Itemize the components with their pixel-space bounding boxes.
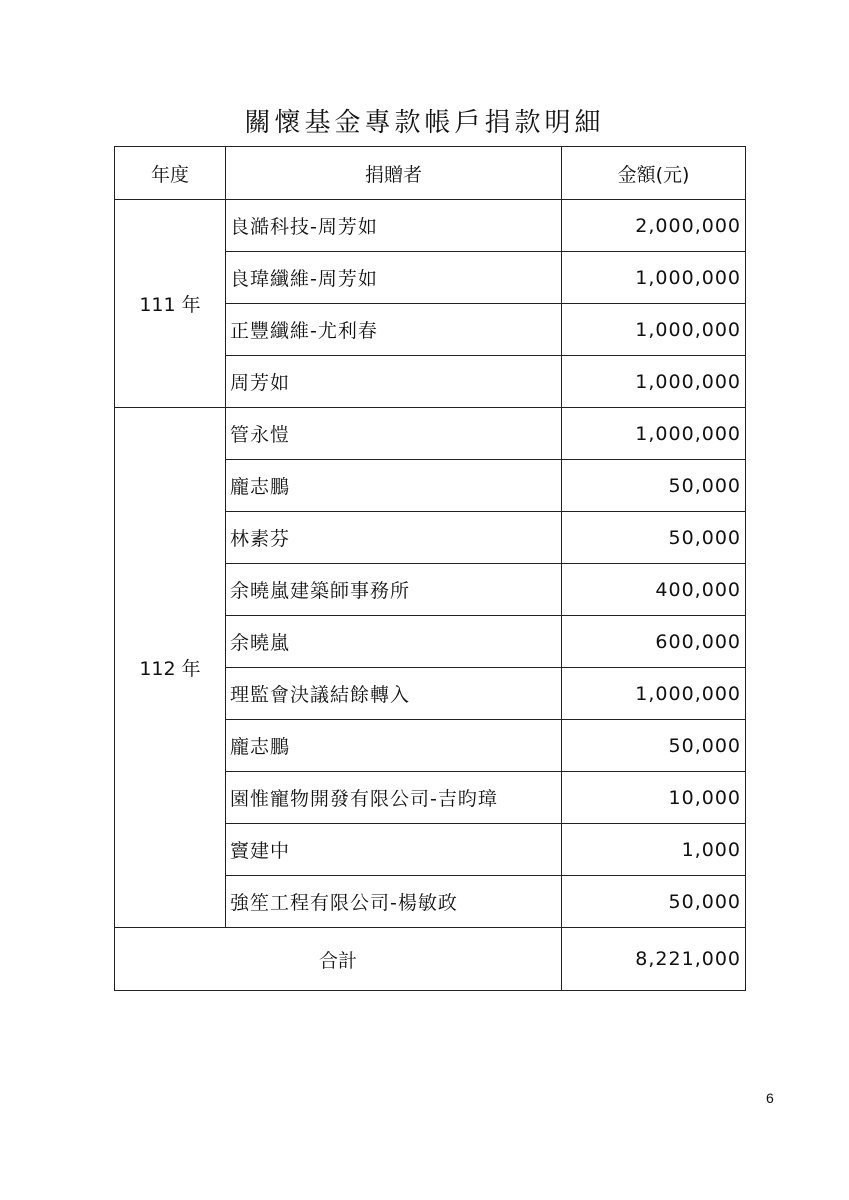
donor-cell: 良瑋纖維-周芳如 bbox=[226, 252, 562, 304]
donor-cell: 龐志鵬 bbox=[226, 720, 562, 772]
table-row bbox=[115, 200, 746, 252]
amount-cell: 1,000,000 bbox=[562, 304, 746, 356]
amount-cell: 50,000 bbox=[562, 720, 746, 772]
header-donor: 捐贈者 bbox=[226, 147, 562, 200]
amount-cell: 1,000,000 bbox=[562, 252, 746, 304]
header-year: 年度 bbox=[115, 147, 226, 200]
donor-cell: 竇建中 bbox=[226, 824, 562, 876]
page-number: 6 bbox=[766, 1090, 774, 1106]
total-row bbox=[115, 928, 746, 991]
total-label: 合計 bbox=[115, 928, 562, 991]
amount-cell: 1,000,000 bbox=[562, 408, 746, 460]
document-title: 關懷基金專款帳戶捐款明細 bbox=[244, 108, 605, 138]
year-cell: 111 年 bbox=[115, 200, 226, 408]
table-row bbox=[115, 408, 746, 460]
donor-cell: 余曉嵐 bbox=[226, 616, 562, 668]
donor-cell: 園惟寵物開發有限公司-吉昀璋 bbox=[226, 772, 562, 824]
donor-cell: 強笙工程有限公司-楊敏政 bbox=[226, 876, 562, 928]
donation-table bbox=[114, 146, 746, 991]
donor-cell: 良澔科技-周芳如 bbox=[226, 200, 562, 252]
amount-cell: 600,000 bbox=[562, 616, 746, 668]
donor-cell: 余曉嵐建築師事務所 bbox=[226, 564, 562, 616]
year-cell: 112 年 bbox=[115, 408, 226, 928]
amount-cell: 50,000 bbox=[562, 512, 746, 564]
amount-cell: 10,000 bbox=[562, 772, 746, 824]
amount-cell: 50,000 bbox=[562, 876, 746, 928]
total-amount: 8,221,000 bbox=[562, 928, 746, 991]
table-header-row bbox=[115, 147, 746, 200]
donor-cell: 龐志鵬 bbox=[226, 460, 562, 512]
amount-cell: 1,000,000 bbox=[562, 356, 746, 408]
donor-cell: 管永愷 bbox=[226, 408, 562, 460]
amount-cell: 400,000 bbox=[562, 564, 746, 616]
donor-cell: 周芳如 bbox=[226, 356, 562, 408]
amount-cell: 1,000 bbox=[562, 824, 746, 876]
amount-cell: 1,000,000 bbox=[562, 668, 746, 720]
donor-cell: 林素芬 bbox=[226, 512, 562, 564]
header-amount: 金額(元) bbox=[562, 147, 746, 200]
donor-cell: 理監會決議結餘轉入 bbox=[226, 668, 562, 720]
amount-cell: 50,000 bbox=[562, 460, 746, 512]
amount-cell: 2,000,000 bbox=[562, 200, 746, 252]
donor-cell: 正豐纖維-尤利春 bbox=[226, 304, 562, 356]
